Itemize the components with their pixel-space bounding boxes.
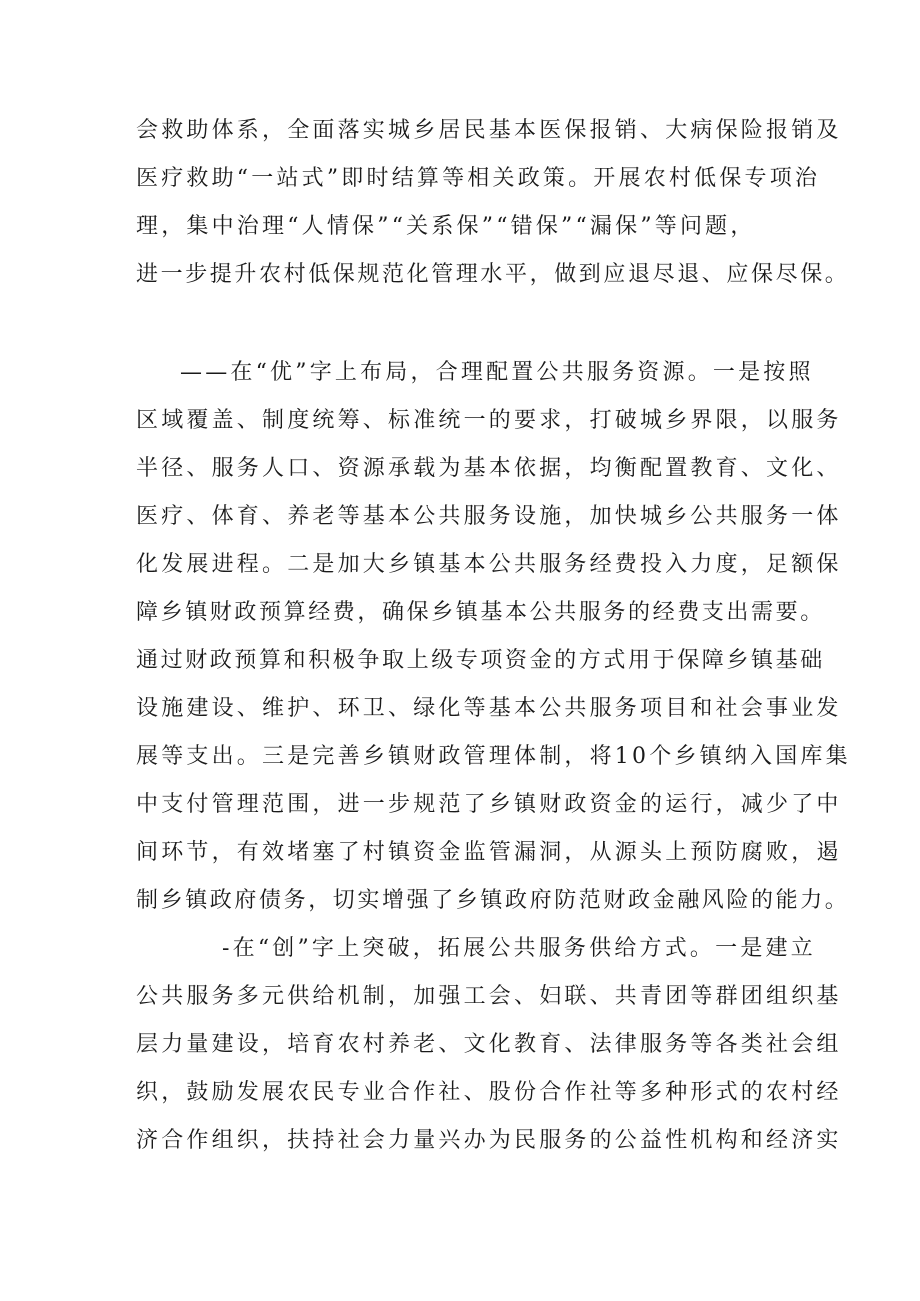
text-line: 医疗救助“一站式”即时结算等相关政策。开展农村低保专项治 <box>136 166 821 191</box>
text-line: 织，鼓励发展农民专业合作社、股份合作社等多种形式的农村经 <box>136 1080 842 1105</box>
text-line: 济合作组织，扶持社会力量兴办为民服务的公益性机构和经济实 <box>136 1128 842 1153</box>
text-line: 会救助体系，全面落实城乡居民基本医保报销、大病保险报销及 <box>136 118 842 143</box>
text-line: 医疗、体育、养老等基本公共服务设施，加快城乡公共服务一体 <box>136 504 842 529</box>
text-line: 展等支出。三是完善乡镇财政管理体制，将10个乡镇纳入国库集 <box>136 744 851 769</box>
text-line: 进一步提升农村低保规范化管理水平，做到应退尽退、应保尽保。 <box>136 262 850 287</box>
text-line: 障乡镇财政预算经费，确保乡镇基本公共服务的经费支出需要。 <box>136 600 825 625</box>
text-line: 公共服务多元供给机制，加强工会、妇联、共青团等群团组织基 <box>136 984 842 1009</box>
text-line: 半径、服务人口、资源承载为基本依据，均衡配置教育、文化、 <box>136 456 842 481</box>
text-line: 制乡镇政府债务，切实增强了乡镇政府防范财政金融风险的能力。 <box>136 888 850 913</box>
text-line: 通过财政预算和积极争取上级专项资金的方式用于保障乡镇基础 <box>136 648 825 673</box>
text-line: -在“创”字上突破，拓展公共服务供给方式。一是建立 <box>222 936 816 961</box>
text-line: ——在“优”字上布局，合理配置公共服务资源。一是按照 <box>180 360 814 385</box>
text-line: 间环节，有效堵塞了村镇资金监管漏洞，从源头上预防腐败，遏 <box>136 840 842 865</box>
text-line: 理，集中治理“人情保”“关系保”“错保”“漏保”等问题， <box>136 214 756 239</box>
text-line: 层力量建设，培育农村养老、文化教育、法律服务等各类社会组 <box>136 1032 842 1057</box>
text-line: 中支付管理范围，进一步规范了乡镇财政资金的运行，减少了中 <box>136 792 842 817</box>
text-line: 区域覆盖、制度统筹、标准统一的要求，打破城乡界限，以服务 <box>136 408 842 433</box>
text-line: 设施建设、维护、环卫、绿化等基本公共服务项目和社会事业发 <box>136 696 842 721</box>
text-line: 化发展进程。二是加大乡镇基本公共服务经费投入力度，足额保 <box>136 552 842 577</box>
